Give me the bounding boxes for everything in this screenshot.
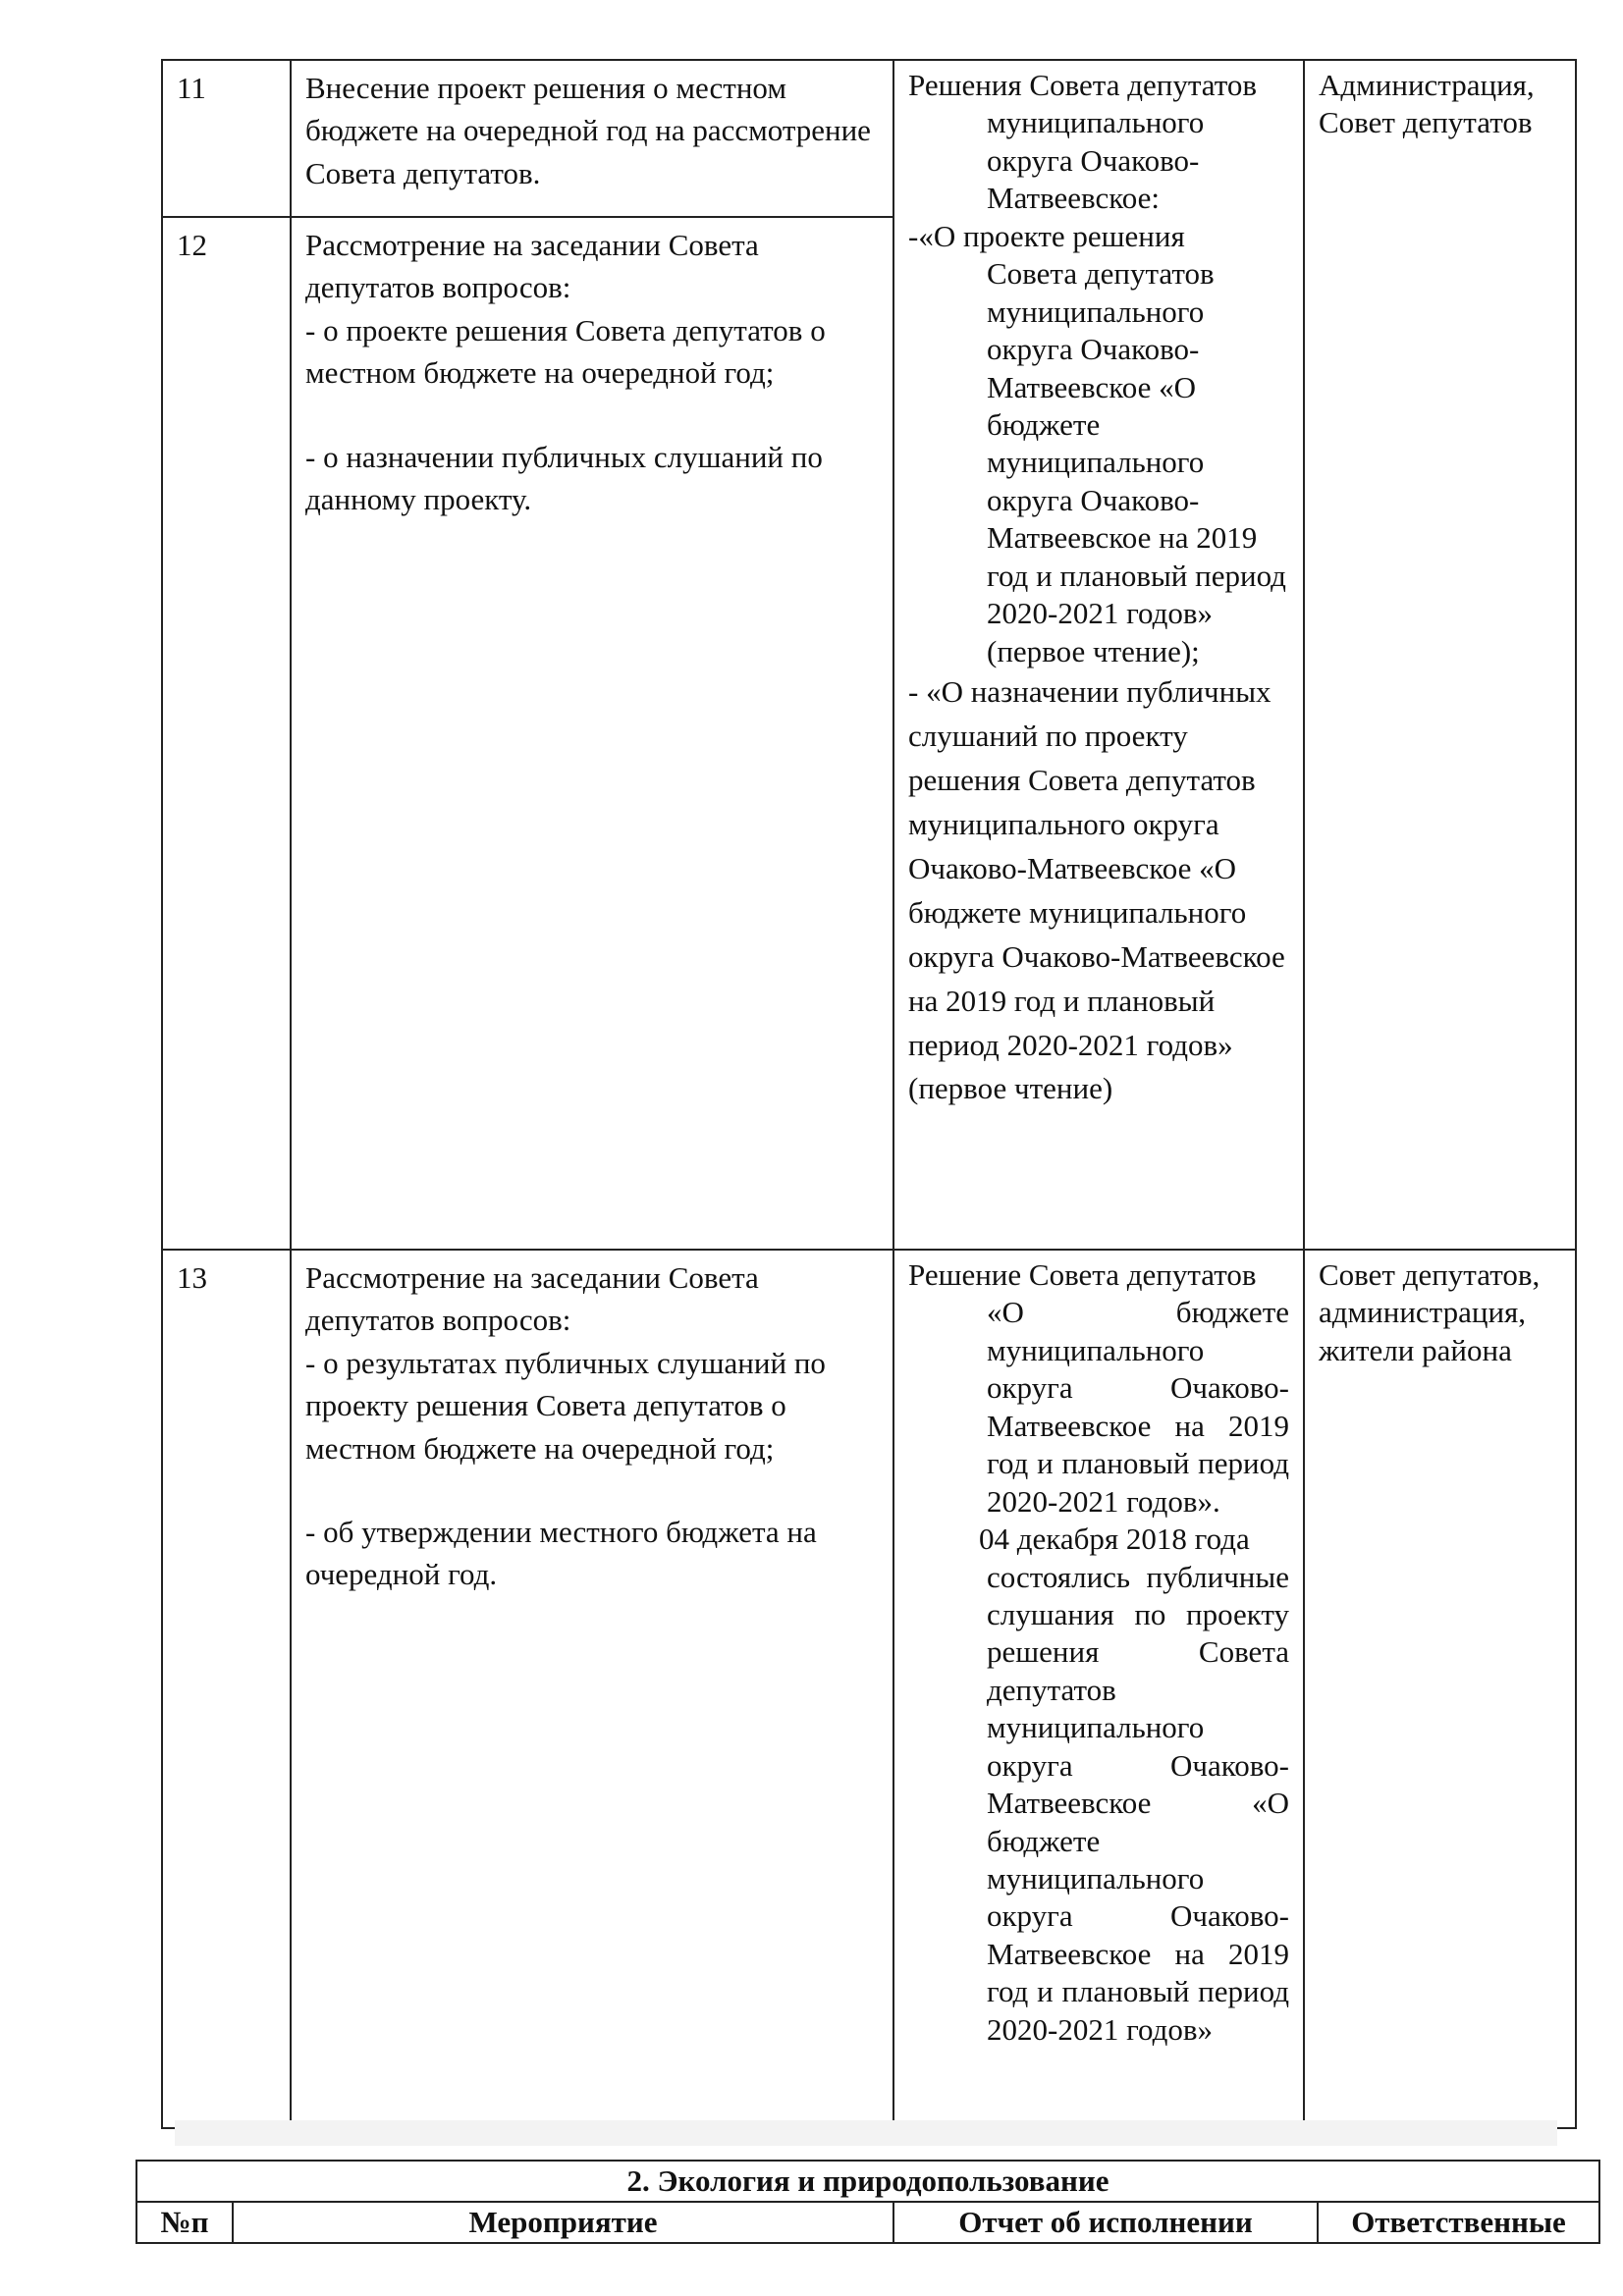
report-date: 04 декабря 2018 года bbox=[979, 1522, 1250, 1557]
row-number: 12 bbox=[162, 217, 291, 1250]
row-activity bbox=[291, 1250, 893, 2128]
section-title: 2. Экология и природопользование bbox=[136, 2161, 1599, 2202]
column-header-report: Отчет об исполнении bbox=[893, 2202, 1318, 2243]
column-header-responsible: Ответственные bbox=[1318, 2202, 1599, 2243]
plan-report-table bbox=[161, 59, 1577, 2129]
row-report bbox=[893, 1250, 1304, 2128]
column-header-activity: Мероприятие bbox=[233, 2202, 893, 2243]
report-body: состоялись публичные слушания по проекту решения Совета депутатов муниципального округа Очаково-Матвеевское «О бюджете муниципального округа Очаково-Матвеевское на 2019 год и плановый период 2020-2021 годов» bbox=[987, 1559, 1289, 2047]
report-item-dash: -«О проекте решения bbox=[908, 218, 1185, 253]
report-heading: Решение Совета депутатов bbox=[908, 1257, 1257, 1292]
section-title-row bbox=[136, 2161, 1599, 2202]
report-item-body: Совета депутатов муниципального округа Очаково-Матвеевское «О бюджете муниципального округа Очаково-Матвеевское на 2019 год и плановый период 2020-2021 годов» (первое чтение); bbox=[987, 256, 1286, 668]
report-heading: Решения Совета депутатов bbox=[908, 68, 1258, 102]
column-header-number: №п bbox=[136, 2202, 233, 2243]
activity-item: - о проекте решения Совета депутатов о местном бюджете на очередной год; bbox=[305, 312, 826, 391]
row-responsible: Совет депутатов, администрация, жители района bbox=[1304, 1250, 1576, 2128]
row-number: 11 bbox=[162, 60, 291, 217]
activity-item: - о назначении публичных слушаний по данному проекту. bbox=[305, 439, 823, 516]
report-heading-continued: «О бюджете муниципального округа Очаково-Матвеевское на 2019 год и плановый период 2020-2021 годов». bbox=[987, 1295, 1289, 1519]
row-report bbox=[893, 60, 1304, 1250]
section-header-table bbox=[135, 2160, 1600, 2244]
page-shadow bbox=[175, 2120, 1557, 2146]
table-row bbox=[162, 60, 1576, 217]
row-responsible: Администрация, Совет депутатов bbox=[1304, 60, 1576, 1250]
column-header-row bbox=[136, 2202, 1599, 2243]
row-activity bbox=[291, 217, 893, 1250]
table-row bbox=[162, 1250, 1576, 2128]
activity-item: - о результатах публичных слушаний по проекту решения Совета депутатов о местном бюджете на очередной год; bbox=[305, 1345, 826, 1466]
row-number: 13 bbox=[162, 1250, 291, 2128]
row-activity bbox=[291, 60, 893, 217]
report-item: - «О назначении публичных слушаний по проекту решения Совета депутатов муниципального округа Очаково-Матвеевское «О бюджете муниципального округа Очаково-Матвеевское на 2019 год и плановый период 2020-2021 годов» (первое чтение) bbox=[908, 674, 1285, 1106]
activity-text: Внесение проект решения о местном бюджете на очередной год на рассмотрение Совета депутатов. bbox=[305, 71, 871, 190]
activity-intro: Рассмотрение на заседании Совета депутатов вопросов: bbox=[305, 1260, 759, 1338]
report-heading-continued: муниципального округа Очаково-Матвеевское: bbox=[987, 105, 1205, 216]
activity-item: - об утверждении местного бюджета на очередной год. bbox=[305, 1514, 817, 1592]
activity-intro: Рассмотрение на заседании Совета депутатов вопросов: bbox=[305, 228, 759, 305]
